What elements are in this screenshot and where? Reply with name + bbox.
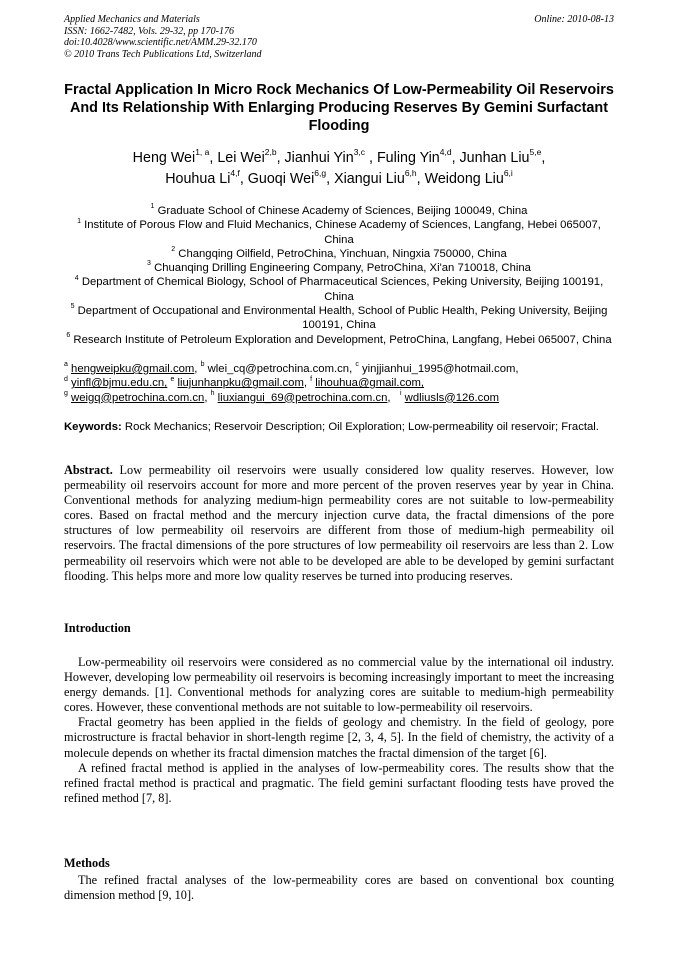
keywords-text: Rock Mechanics; Reservoir Description; Oil Exploration; Low-permeability oil reservoir; Fractal. <box>124 421 599 433</box>
affiliation: $^5$ Department of Occupational and Environmental Health, School of Public Health, Peking University, Beijing 100191, China <box>70 303 608 332</box>
author: Weidong Liu$^{6,i}$ <box>424 168 513 187</box>
affiliation: $^6$ Research Institute of Petroleum Exploration and Development, PetroChina, Langfang, Hebei 065007, China <box>66 331 612 346</box>
email-line: $^d$ yinfl@bjmu.edu.cn, $^e$ liujunhanpku@gmail.com, $^f$ lihouhua@gmail.com, <box>64 375 425 390</box>
paper-title: Fractal Application In Micro Rock Mechanics Of Low-Permeability Oil Reservoirs And Its Relationship With Enlarging Producing Reserves By Gemini Surfactant Flooding <box>64 82 614 135</box>
affiliation-list <box>64 204 614 347</box>
email-link[interactable]: yinjjianhui_1995@hotmail.com <box>362 363 516 375</box>
email-list <box>64 362 624 405</box>
affiliation: $^1$ Graduate School of Chinese Academy of Sciences, Beijing 100049, China <box>150 203 528 217</box>
abstract-label: Abstract. <box>64 463 113 477</box>
doi-line: doi:10.4028/www.scientific.net/AMM.29-32.170 <box>64 37 257 49</box>
methods-heading: Methods <box>64 856 110 870</box>
paragraph: Fractal geometry has been applied in the fields of geology and chemistry. In the field of geology, pore microstructure is fractal behavior in short-length regime [2, 3, 4, 5]. In the field of chemistry, the activity of a molecule depends on whether its fractal dimension matches the fractal dimension of the target [6]. <box>64 715 614 760</box>
methods-body <box>64 873 614 903</box>
journal-header <box>64 14 424 60</box>
email-link[interactable]: liujunhanpku@gmail.com <box>177 377 304 390</box>
introduction-body <box>64 655 614 806</box>
author: Jianhui Yin$^{3,c}$ <box>284 147 366 166</box>
affiliation: $^2$ Changqing Oilfield, PetroChina, Yinchuan, Ningxia 750000, China <box>171 246 507 260</box>
affiliation: $^3$ Chuanqing Drilling Engineering Company, PetroChina, Xi'an 710018, China <box>147 260 531 275</box>
author: Heng Wei$^{1, a}$ <box>132 147 210 166</box>
author: Houhua Li$^{4,f}$ <box>165 168 240 187</box>
author: Lei Wei$^{2,b}$ <box>217 147 277 166</box>
email-link[interactable]: wlei_cq@petrochina.com.cn <box>207 363 350 375</box>
issn-line: ISSN: 1662-7482, Vols. 29-32, pp 170-176 <box>64 25 234 37</box>
copyright-line: © 2010 Trans Tech Publications Ltd, Switzerland <box>64 48 262 60</box>
introduction-heading: Introduction <box>64 621 131 635</box>
email-link[interactable]: weigq@petrochina.com.cn <box>71 391 205 404</box>
abstract <box>64 463 614 584</box>
keywords <box>64 420 616 434</box>
author: Junhan Liu$^{5,e}$ <box>459 147 542 166</box>
email-line: $^g$ weigq@petrochina.com.cn, $^h$ liuxiangui_69@petrochina.com.cn, $^i$ wdliusls@126.com <box>64 389 500 404</box>
affiliation: $^4$ Department of Chemical Biology, School of Pharmaceutical Sciences, Peking University, Beijing 100191, China <box>74 274 604 303</box>
email-link[interactable]: liuxiangui_69@petrochina.com.cn, <box>217 391 391 404</box>
email-link[interactable]: yinfl@bjmu.edu.cn, <box>71 377 168 390</box>
paragraph: The refined fractal analyses of the low-permeability cores are based on conventional box counting dimension method [9, 10]. <box>64 873 614 903</box>
email-link[interactable]: lihouhua@gmail.com, <box>315 377 425 390</box>
author: Xiangui Liu$^{6,h}$ <box>334 168 417 187</box>
affiliation: $^1$ Institute of Porous Flow and Fluid Mechanics, Chinese Academy of Sciences, Langfang, Hebei 065007, China <box>77 217 601 246</box>
email-line: $^a$ hengweipku@gmail.com, $^b$ wlei_cq@petrochina.com.cn, $^c$ yinjjianhui_1995@hotmail.com, <box>64 361 519 375</box>
author: Guoqi Wei$^{6,g}$ <box>247 168 327 187</box>
paragraph: A refined fractal method is applied in the analyses of low-permeability cores. The results show that the refined fractal method is practical and pragmatic. The field gemini surfactant flooding tests have proved the refined method [7, 8]. <box>64 760 614 805</box>
paragraph: Low-permeability oil reservoirs were considered as no commercial value by the international oil industry. However, developing low permeability oil reservoirs is becoming increasingly important to meet the increasing energy demands. [1]. Conventional methods for analyzing cores are suitable to medium-high permeability cores. However, these conventional methods are not suitable to low-permeability oil reservoirs. <box>64 655 614 715</box>
email-link[interactable]: wdliusls@126.com <box>404 391 500 404</box>
author-list: Heng Wei$^{1, a}$, Lei Wei$^{2,b}$, Jianhui Yin$^{3,c}$ , Fuling Yin$^{4,d}$, Junhan Liu$^{5,e}$, Houhua Li$^{4,f}$, Guoqi Wei$^{6,g}$, Xiangui Liu$^{6,h}$, Weidong Liu$^{6,i}$ <box>132 147 546 187</box>
author: Fuling Yin$^{4,d}$ <box>376 147 452 166</box>
abstract-text: Low permeability oil reservoirs were usually considered low quality reserves. However, low permeability oil reservoirs account for more and more percent of the proven reserves year by year in China. Conventional methods for analyzing medium-hign permeability cores are not suitable to low-permeability cores. Based on fractal method and the mercury injection curve data, the fractal dimensions of the pore structures of low permeability oil reservoirs are different from those of medium-high permeability oil reservoirs. The fractal dimensions of the pore structures of low permeability oil reservoirs are less than 2. Low permeability oil reservoirs which were not able to be developed are able to be developed by gemini surfactant flooding. This helps more and more low quality reserves be turned into producing reserves. <box>64 463 615 583</box>
journal-name: Applied Mechanics and Materials <box>64 14 200 25</box>
online-date: Online: 2010-08-13 <box>534 14 614 25</box>
keywords-label: Keywords: <box>64 421 122 433</box>
email-link[interactable]: hengweipku@gmail.com <box>71 363 195 375</box>
